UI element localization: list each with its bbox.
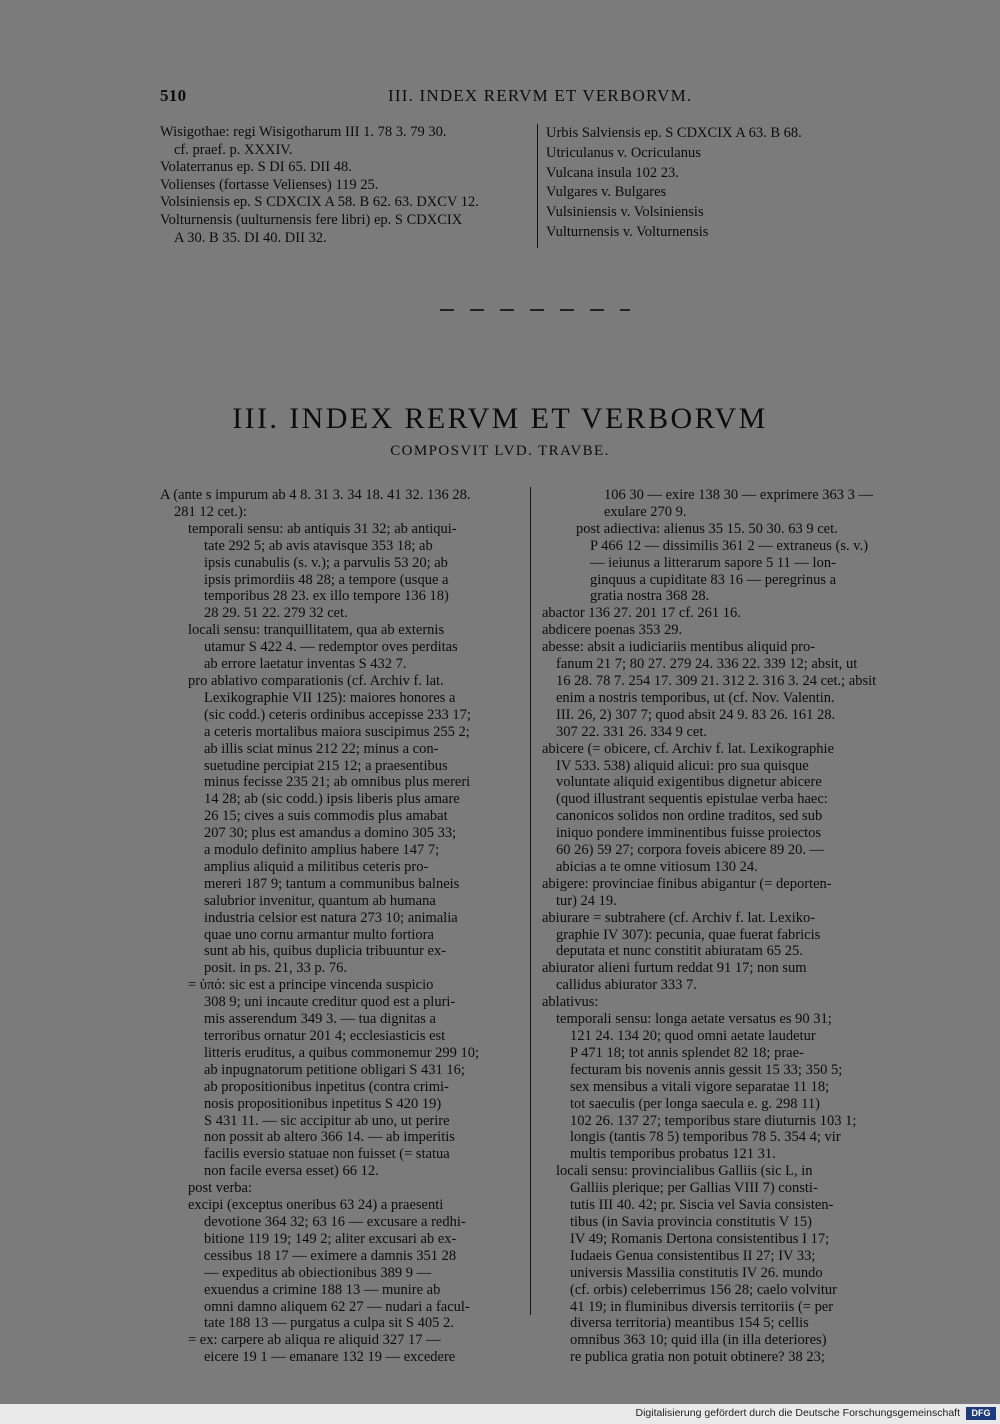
text-line: canonicos solidos non ordine traditos, sed sub: [556, 808, 823, 825]
text-line: Lexikographie VII 125): maiores honores a: [204, 689, 456, 706]
text-line: exuendus a crimine 188 13 — munire ab: [204, 1281, 441, 1298]
text-line: = ὑπό: sic est a principe vincenda suspicio: [188, 977, 434, 994]
text-line: mereri 187 9; tantum a communibus balneis: [204, 875, 460, 892]
text-line: tate 188 13 — purgatus a culpa sit S 405 2.: [204, 1315, 454, 1332]
text-line: industria celsior est natura 273 10; animalia: [204, 909, 458, 926]
text-line: abesse: absit a iudiciariis mentibus aliquid pro-: [542, 639, 816, 656]
text-line: tot saeculis (per longa saecula e. g. 298 11): [570, 1095, 820, 1112]
text-line: quae uno cornu armantur multo fortiora: [204, 926, 434, 943]
text-line: abactor 136 27. 201 17 cf. 261 16.: [542, 605, 741, 622]
text-line: 14 28; ab (sic codd.) ipsis liberis plus amare: [204, 791, 460, 808]
text-line: excipi (exceptus oneribus 63 24) a praesenti: [188, 1197, 444, 1214]
text-line: non facile eversa esset) 66 12.: [204, 1163, 379, 1180]
text-line: III. 26, 2) 307 7; quod absit 24 9. 83 26. 161 28.: [556, 706, 836, 723]
text-line: fecturam bis novenis annis gessit 15 33; 350 5;: [570, 1061, 843, 1078]
text-line: 308 9; uni incaute creditur quod est a pluri-: [204, 994, 456, 1011]
text-line: P 471 18; tot annis splendet 82 18; prae-: [570, 1044, 804, 1061]
text-line: ab inpugnatorum petitione obligari S 431 16;: [204, 1061, 465, 1078]
text-line: eicere 19 1 — emanare 132 19 — excedere: [204, 1349, 456, 1366]
text-line: utamur S 422 4. — redemptor oves perditas: [204, 639, 458, 656]
text-line: omni damno aliquem 62 27 — nudari a facul-: [204, 1298, 470, 1315]
text-line: Galliis plerique; per Gallias VIII 7) consti-: [570, 1180, 818, 1197]
text-line: cf. praef. p. XXXIV.: [174, 141, 293, 158]
text-line: locali sensu: provincialibus Galliis (sic L, in: [556, 1163, 813, 1180]
footer-bar: [0, 1404, 1000, 1424]
text-line: S 431 11. — sic accipitur ab uno, ut perire: [204, 1112, 450, 1129]
text-line: IV 533. 538) aliquid alicui: pro sua quisque: [556, 757, 809, 774]
dfg-logo: DFG: [966, 1407, 996, 1420]
text-line: 102 26. 137 27; temporibus stare diuturnis 103 1;: [570, 1112, 857, 1129]
text-line: suetudine percipiat 215 12; a praesentibus: [204, 757, 448, 774]
text-line: 28 29. 51 22. 279 32 cet.: [204, 605, 348, 622]
text-line: ab propositionibus inpetitus (contra crimi-: [204, 1078, 449, 1095]
page-number: 510: [160, 86, 187, 105]
text-line: 307 22. 331 26. 334 9 cet.: [556, 723, 708, 740]
text-line: 16 28. 78 7. 254 17. 309 21. 312 2. 316 3. 24 cet.; absit: [556, 672, 877, 689]
text-line: Vulturnensis v. Volturnensis: [546, 223, 709, 240]
text-line: omnibus 363 10; quid illa (in illa deteriores): [570, 1332, 827, 1349]
text-line: abiurare = subtrahere (cf. Archiv f. lat. Lexiko-: [542, 909, 816, 926]
text-line: = ex: carpere ab aliqua re aliquid 327 17 —: [188, 1332, 441, 1349]
main-right-column: [542, 487, 908, 1366]
text-line: devotione 364 32; 63 16 — excusare a redhi-: [204, 1213, 466, 1230]
text-line: 121 24. 134 20; quod omni aetate laudetur: [570, 1028, 816, 1044]
text-line: Vulgares v. Bulgares: [546, 184, 667, 201]
text-line: Volturnensis (uulturnensis fere libri) ep. S CDXCIX: [160, 211, 463, 228]
text-line: 41 19; in fluminibus diversis territoriis (= per: [570, 1298, 834, 1315]
text-line: bitione 119 19; 149 2; aliter excusari ab ex-: [204, 1230, 457, 1247]
text-line: Utriculanus v. Ocriculanus: [546, 144, 701, 161]
text-line: voluntate aliquid exigentibus dignetur abicere: [556, 774, 822, 791]
text-line: post adiectiva: alienus 35 15. 50 30. 63 9 cet.: [576, 520, 838, 537]
text-line: abicere (= obicere, cf. Archiv f. lat. Lexikographie: [542, 740, 834, 757]
text-line: callidus abiurator 333 7.: [556, 977, 697, 994]
text-line: pro ablativo comparationis (cf. Archiv f. lat.: [188, 672, 444, 689]
text-line: amplius aliquid a militibus ceteris pro-: [204, 858, 429, 875]
text-line: multis temporibus probatus 121 31.: [570, 1146, 776, 1163]
text-line: Volaterranus ep. S DI 65. DII 48.: [160, 159, 352, 176]
text-line: P 466 12 — dissimilis 361 2 — extraneus (s. v.): [590, 537, 869, 554]
text-line: temporali sensu: longa aetate versatus es 90 31;: [556, 1011, 832, 1028]
text-line: a ceteris mortalibus maiora suscipimus 255 2;: [204, 723, 470, 740]
text-line: minus fecisse 235 21; ab omnibus plus mereri: [204, 774, 471, 791]
text-line: Urbis Salviensis ep. S CDXCIX A 63. B 68.: [546, 125, 802, 141]
text-line: Vulcana insula 102 23.: [546, 164, 679, 181]
text-line: abigere: provinciae finibus abigantur (= deporten-: [542, 875, 832, 892]
text-line: diversa territoria) meantibus 154 5; cellis: [570, 1315, 809, 1332]
text-line: litteris eruditus, a quibus commonemur 299 10;: [204, 1044, 480, 1061]
text-line: mis asserendum 349 3. — tua dignitas a: [204, 1011, 436, 1028]
text-line: salubrior invenitur, quantum ab humana: [204, 892, 436, 909]
main-left-column: [160, 487, 520, 1366]
text-line: tate 292 5; ab avis atavisque 353 18; ab: [204, 537, 433, 554]
text-line: — ieiunus a litterarum sapore 5 11 — lon-: [590, 554, 836, 571]
text-line: nosis propositionibus inpetitus S 420 19): [204, 1095, 442, 1112]
text-line: ab illis sciat minus 212 22; minus a con-: [204, 740, 439, 757]
text-line: (quod illustrant sequentis epistulae verba haec:: [556, 791, 828, 808]
text-line: 60 26) 59 27; corpora foveis abicere 89 20. —: [556, 842, 825, 859]
running-header: [160, 86, 920, 110]
text-line: locali sensu: tranquillitatem, qua ab externis: [188, 622, 445, 639]
text-line: deputata et nunc constitit abiuratam 65 25.: [556, 943, 803, 960]
text-line: sex mensibus a vitali vigore separatae 11 18;: [570, 1078, 830, 1095]
text-line: Vulsiniensis v. Volsiniensis: [546, 204, 704, 221]
top-column-divider: [537, 124, 538, 248]
text-line: abiurator alieni furtum reddat 91 17; non sum: [542, 960, 807, 977]
text-line: re publica gratia non potuit obtinere? 38 23;: [570, 1349, 825, 1366]
top-right-column: [546, 124, 906, 243]
text-line: tutis III 40. 42; pr. Siscia vel Savia consisten-: [570, 1197, 834, 1214]
text-line: 106 30 — exire 138 30 — exprimere 363 3 —: [604, 487, 874, 503]
text-line: a modulo definito amplius habere 147 7;: [204, 842, 440, 859]
text-line: posit. in ps. 21, 33 p. 76.: [204, 960, 347, 977]
text-line: iniquo pondere imminentibus fuisse proiectos: [556, 825, 821, 842]
text-line: 281 12 cet.):: [174, 503, 247, 520]
text-line: abdicere poenas 353 29.: [542, 622, 683, 639]
text-line: facilis eversio statuae non fuisset (= statua: [204, 1146, 450, 1163]
text-line: abicias a te omne vitiosum 130 24.: [556, 858, 758, 875]
text-line: exulare 270 9.: [604, 503, 687, 520]
text-line: tur) 24 19.: [556, 892, 617, 909]
text-line: — expeditus ab obiectionibus 389 9 —: [204, 1264, 432, 1281]
text-line: ipsis primordiis 48 28; a tempore (usque a: [204, 571, 449, 588]
text-line: universis Massilia constitutis IV 26. mundo: [570, 1264, 823, 1281]
text-line: A (ante s impurum ab 4 8. 31 3. 34 18. 41 32. 136 28.: [160, 487, 471, 503]
text-line: ablativus:: [542, 994, 599, 1011]
text-line: post verba:: [188, 1180, 253, 1197]
text-line: non possit ab altero 366 14. — ab imperitis: [204, 1129, 455, 1146]
text-line: ginquus a cupiditate 83 16 — peregrinus a: [590, 571, 837, 588]
text-line: (sic codd.) ceteris ordinibus accepisse 233 17;: [204, 706, 471, 723]
text-line: sunt ab his, quibus duplicia tribuuntur ex-: [204, 943, 447, 960]
text-line: graphie IV 307): pecunia, quae fuerat fabricis: [556, 926, 821, 943]
section-subtitle: COMPOSVIT LVD. TRAVBE.: [390, 443, 610, 459]
section-title: III. INDEX RERVM ET VERBORVM: [232, 402, 768, 435]
text-line: ab errore laetatur inventas S 432 7.: [204, 656, 407, 673]
section-separator: [440, 309, 630, 311]
text-line: A 30. B 35. DI 40. DII 32.: [174, 229, 327, 246]
text-line: Wisigothae: regi Wisigotharum III 1. 78 3. 79 30.: [160, 124, 447, 140]
text-line: 207 30; plus est amandus a domino 305 33;: [204, 825, 457, 842]
text-line: fanum 21 7; 80 27. 279 24. 336 22. 339 12; absit, ut: [556, 656, 858, 673]
footer-credit: Digitalisierung gefördert durch die Deutsche Forschungsgemeinschaft: [635, 1407, 960, 1419]
text-line: temporibus 28 23. ex illo tempore 136 18): [204, 588, 449, 605]
running-title: III. INDEX RERVM ET VERBORVM.: [388, 86, 693, 105]
text-line: (cf. orbis) celeberrimus 156 28; caelo volvitur: [570, 1281, 837, 1298]
text-line: Volienses (fortasse Velienses) 119 25.: [160, 176, 379, 193]
text-line: Volsiniensis ep. S CDXCIX A 58. B 62. 63. DXCV 12.: [160, 194, 479, 211]
top-left-column: [160, 124, 522, 247]
text-line: terroribus ornatur 201 4; ecclesiasticis est: [204, 1028, 446, 1044]
text-line: cessibus 18 17 — eximere a damnis 351 28: [204, 1247, 457, 1264]
text-line: tibus (in Savia provincia constitutis V 15): [570, 1213, 812, 1230]
text-line: longis (tantis 78 5) temporibus 78 5. 354 4; vir: [570, 1129, 841, 1146]
text-line: ipsis cunabulis (s. v.); a parvulis 53 20; ab: [204, 554, 448, 571]
text-line: Iudaeis Genua consistentibus II 27; IV 33;: [570, 1247, 816, 1264]
text-line: temporali sensu: ab antiquis 31 32; ab antiqui-: [188, 520, 457, 537]
text-line: 26 15; cives a suis commodis plus amabat: [204, 808, 448, 825]
main-column-divider: [530, 487, 531, 1315]
text-line: enim a nostris temporibus, ut (cf. Nov. Valentin.: [556, 689, 835, 706]
text-line: gratia nostra 368 28.: [590, 588, 710, 605]
text-line: IV 49; Romanis Dertona consistentibus I 17;: [570, 1230, 830, 1247]
